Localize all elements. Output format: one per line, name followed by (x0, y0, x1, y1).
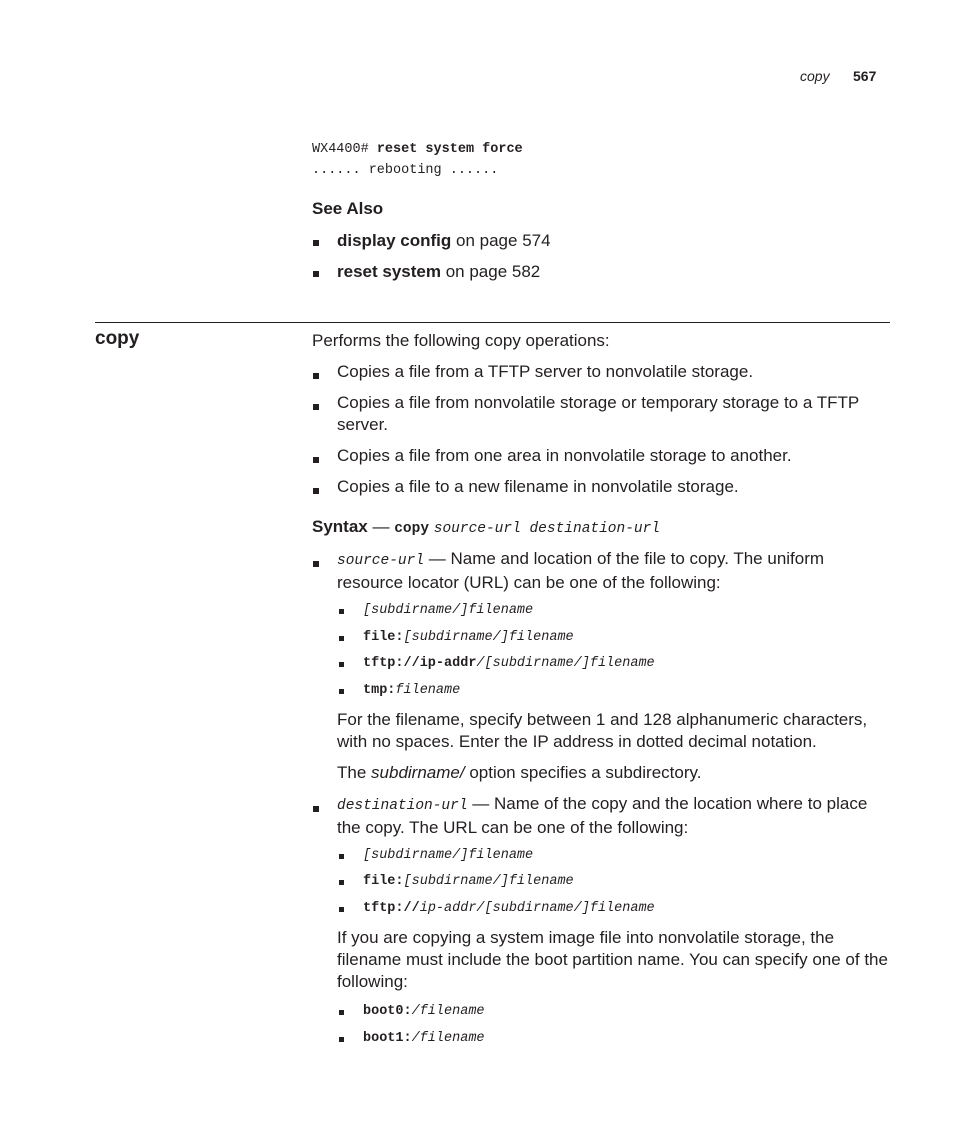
url-form-path: [subdirname/]filename (363, 603, 534, 618)
bullet-icon (339, 662, 344, 667)
bullet-icon (313, 404, 319, 410)
bullet-icon (339, 1037, 344, 1042)
see-also-item (337, 230, 551, 252)
example-command-line (312, 142, 523, 157)
cli-command: reset system force (376, 142, 523, 157)
bullet-icon (339, 907, 344, 912)
see-also-link[interactable]: display config (337, 231, 452, 250)
destination-url-param: destination-url (337, 798, 468, 814)
url-form (363, 874, 574, 889)
syntax-label: Syntax (312, 517, 368, 536)
bullet-icon (313, 240, 319, 246)
url-form-path: /[subdirname/]filename (476, 656, 655, 671)
url-form-path: [subdirname/]filename (363, 848, 534, 863)
bullet-icon (339, 609, 344, 614)
url-form-keyword: tmp: (363, 683, 396, 698)
bullet-icon (313, 488, 319, 494)
operation-item: Copies a file from nonvolatile storage or temporary storage to a TFTP server. (337, 393, 859, 434)
boot-form (363, 1004, 485, 1019)
header-topic: copy (800, 68, 830, 84)
section-divider (95, 322, 890, 323)
cli-prompt: WX4400# (312, 142, 369, 157)
bullet-icon (313, 373, 319, 379)
destination-url-desc: — Name of the copy and the location where to place the copy. The URL can be one of the following: (337, 794, 868, 837)
bullet-icon (339, 880, 344, 885)
url-form-path: ip-addr/[subdirname/]filename (419, 901, 655, 916)
url-form-path: filename (395, 683, 461, 698)
see-also-page-ref: on page 582 (440, 262, 541, 281)
url-form (363, 901, 655, 916)
url-form-keyword: tftp:// (363, 901, 420, 916)
boot-form-keyword: boot1: (363, 1031, 412, 1046)
operation-item: Copies a file to a new filename in nonvolatile storage. (337, 477, 739, 496)
bullet-icon (313, 271, 319, 277)
boot-form-path: /filename (411, 1031, 485, 1046)
url-form (363, 848, 533, 863)
note-emphasis: subdirname/ (371, 763, 465, 782)
source-url-desc: — Name and location of the file to copy. The uniform resource locator (URL) can be one of the following: (337, 549, 825, 592)
see-also-heading: See Also (312, 199, 384, 218)
url-form-keyword: tftp://ip-addr (363, 656, 477, 671)
syntax-line (312, 517, 660, 537)
section-intro: Performs the following copy operations: (312, 331, 610, 350)
bullet-icon (339, 636, 344, 641)
boot-form-path: /filename (411, 1004, 485, 1019)
bullet-icon (339, 854, 344, 859)
bullet-icon (339, 689, 344, 694)
section-title: copy (95, 328, 140, 349)
see-also-link[interactable]: reset system (337, 262, 441, 281)
url-form-keyword: file: (363, 874, 404, 889)
bullet-icon (313, 457, 319, 463)
url-form-keyword: file: (363, 630, 404, 645)
url-form (363, 656, 655, 671)
see-also-page-ref: on page 574 (451, 231, 551, 250)
operation-item: Copies a file from a TFTP server to nonvolatile storage. (337, 362, 754, 381)
url-form (363, 630, 574, 645)
syntax-dash: — (372, 517, 390, 536)
see-also-item (337, 261, 540, 283)
note-text: The (337, 763, 372, 782)
bullet-icon (339, 1010, 344, 1015)
note-text: option specifies a subdirectory. (464, 763, 702, 782)
page-number: 567 (853, 68, 877, 84)
source-url-param: source-url (337, 553, 425, 569)
url-form-path: [subdirname/]filename (403, 630, 574, 645)
url-form (363, 683, 460, 698)
bullet-icon (313, 806, 319, 812)
url-form-path: [subdirname/]filename (403, 874, 574, 889)
subdirname-note (337, 762, 701, 784)
boot-form-keyword: boot0: (363, 1004, 412, 1019)
syntax-args: source-url destination-url (433, 521, 661, 537)
cli-output: ...... rebooting ...... (312, 163, 499, 178)
boot-form (363, 1031, 485, 1046)
boot-partition-note: If you are copying a system image file into nonvolatile storage, the filename must include the boot partition name. You can specify one of the following: (337, 928, 888, 991)
source-url-description (337, 548, 889, 594)
operation-item: Copies a file from one area in nonvolatile storage to another. (337, 446, 792, 465)
bullet-icon (313, 561, 319, 567)
filename-note: For the filename, specify between 1 and 128 alphanumeric characters, with no spaces. Enter the IP address in dotted decimal notation. (337, 710, 868, 751)
url-form (363, 603, 533, 618)
syntax-command: copy (394, 521, 430, 537)
destination-url-description (337, 793, 889, 839)
